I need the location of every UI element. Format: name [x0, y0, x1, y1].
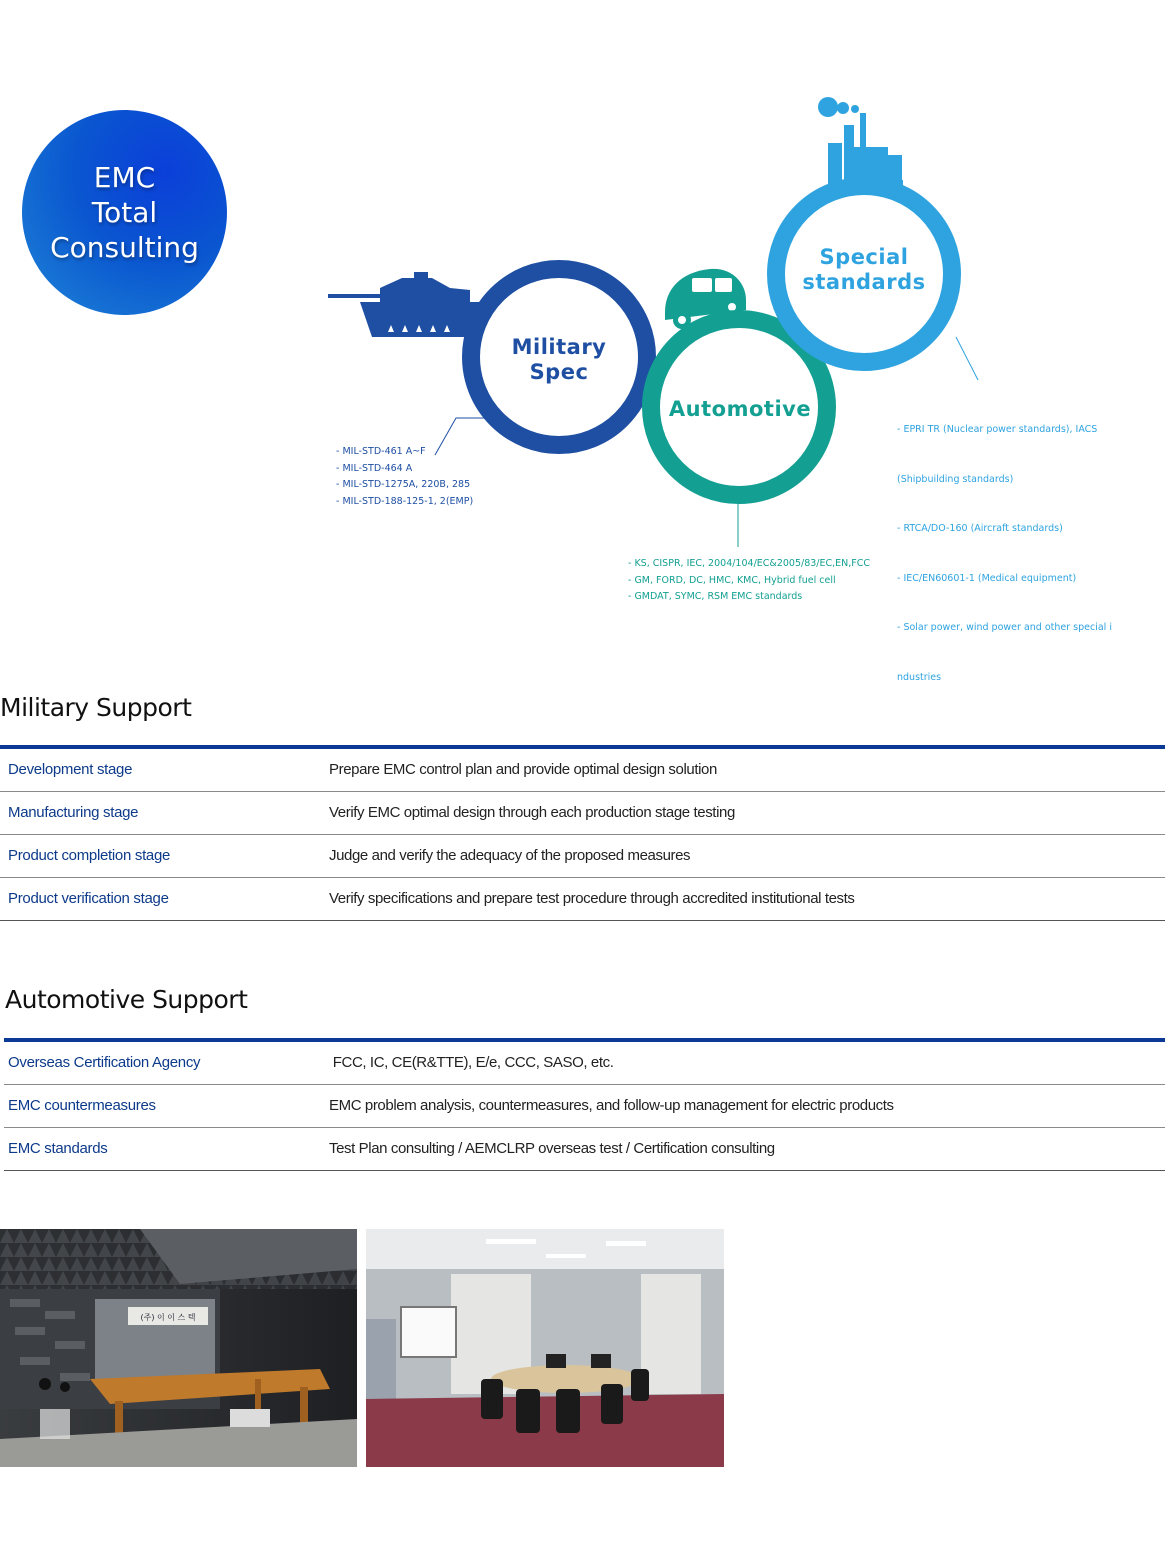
standard-item: - MIL-STD-464 A	[336, 462, 413, 474]
table-row	[0, 835, 1165, 878]
automotive-support-table	[4, 1038, 1165, 1171]
stage-cell: Product verification stage	[8, 890, 169, 907]
special-standards	[897, 389, 1112, 719]
anechoic-chamber-photo	[0, 1229, 357, 1467]
desc-cell: EMC problem analysis, countermeasures, and follow-up management for electric products	[329, 1097, 894, 1114]
desc-cell: Verify EMC optimal design through each production stage testing	[329, 804, 735, 821]
military-label-line: Spec	[529, 360, 589, 384]
tank-icon	[328, 272, 480, 337]
standard-item: - GMDAT, SYMC, RSM EMC standards	[628, 591, 803, 602]
stage-cell: Product completion stage	[8, 847, 171, 864]
standard-item: - MIL-STD-461 A~F	[336, 446, 426, 457]
hero-line: Total	[91, 196, 158, 229]
automotive-standards	[628, 556, 870, 606]
standard-item: - KS, CISPR, IEC, 2004/104/EC&2005/83/EC,EN,FCC	[628, 558, 870, 569]
special-label-line: standards	[802, 270, 926, 294]
hero-line: Consulting	[50, 231, 199, 264]
standard-item: - Solar power, wind power and other special i	[897, 622, 1112, 633]
hero-line: EMC	[93, 161, 156, 194]
stage-cell: Development stage	[8, 761, 133, 778]
standard-item: - MIL-STD-188-125-1, 2(EMP)	[336, 495, 474, 507]
military-support-title: Military Support	[0, 693, 192, 722]
chamber-sign: (주) 이 이 스 텍	[140, 1313, 196, 1322]
standard-item: (Shipbuilding standards)	[897, 473, 1014, 485]
desc-cell: Prepare EMC control plan and provide optimal design solution	[329, 761, 717, 778]
desc-cell: FCC, IC, CE(R&TTE), E/e, CCC, SASO, etc.	[329, 1054, 614, 1071]
hero-badge	[22, 110, 227, 315]
standard-item: ndustries	[897, 671, 942, 683]
standard-item: - RTCA/DO-160 (Aircraft standards)	[897, 523, 1063, 534]
stage-cell: Overseas Certification Agency	[8, 1054, 201, 1071]
standard-item: - GM, FORD, DC, HMC, KMC, Hybrid fuel cell	[628, 574, 836, 586]
standard-item: - IEC/EN60601-1 (Medical equipment)	[897, 572, 1077, 584]
table-row	[0, 792, 1165, 835]
table-row	[0, 749, 1165, 792]
stage-cell: EMC standards	[8, 1140, 108, 1157]
table-row	[4, 1128, 1165, 1171]
meeting-room-photo	[366, 1229, 724, 1467]
stage-cell: EMC countermeasures	[8, 1097, 156, 1114]
desc-cell: Verify specifications and prepare test procedure through accredited institutional tests	[329, 890, 855, 907]
automotive-support-title: Automotive Support	[5, 985, 248, 1014]
military-label-line: Military	[511, 335, 607, 359]
stage-cell: Manufacturing stage	[8, 804, 139, 821]
desc-cell: Judge and verify the adequacy of the proposed measures	[329, 847, 691, 864]
special-label-line: Special	[819, 245, 909, 269]
military-label	[484, 335, 634, 385]
special-label	[789, 245, 939, 295]
standard-item: - EPRI TR (Nuclear power standards), IACS	[897, 424, 1098, 435]
standard-item: - MIL-STD-1275A, 220B, 285	[336, 479, 471, 490]
table-row	[4, 1085, 1165, 1128]
standards-diagram	[320, 85, 1120, 683]
military-standards	[336, 444, 473, 510]
desc-cell: Test Plan consulting / AEMCLRP overseas test / Certification consulting	[329, 1140, 775, 1157]
automotive-label-line: Automotive	[668, 397, 812, 421]
military-support-table	[0, 745, 1165, 921]
table-row	[0, 878, 1165, 921]
special-connector	[956, 337, 978, 380]
table-row	[4, 1042, 1165, 1085]
automotive-label	[660, 397, 820, 422]
